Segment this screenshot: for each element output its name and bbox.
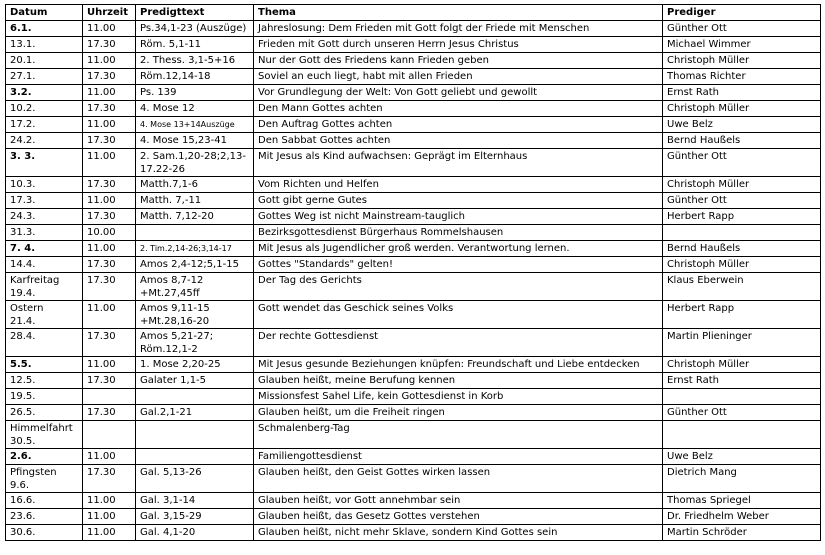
cell-datum: 7. 4. bbox=[6, 241, 83, 257]
cell-prediger bbox=[663, 225, 821, 241]
table-row bbox=[6, 241, 821, 257]
cell-datum: 17.2. bbox=[6, 117, 83, 133]
table-row bbox=[6, 525, 821, 541]
table-row bbox=[6, 357, 821, 373]
cell-uhrzeit: 11.00 bbox=[83, 509, 136, 525]
cell-prediger: Christoph Müller bbox=[663, 177, 821, 193]
cell-predigttext: Amos 2,4-12;5,1-15 bbox=[136, 257, 254, 273]
cell-predigttext bbox=[136, 389, 254, 405]
cell-uhrzeit: 11.00 bbox=[83, 301, 136, 329]
cell-datum: Ostern 21.4. bbox=[6, 301, 83, 329]
cell-datum: 26.5. bbox=[6, 405, 83, 421]
cell-predigttext: Amos 8,7-12 +Mt.27,45ff bbox=[136, 273, 254, 301]
table-row bbox=[6, 405, 821, 421]
cell-prediger: Günther Ott bbox=[663, 21, 821, 37]
cell-prediger: Herbert Rapp bbox=[663, 209, 821, 225]
sermon-schedule-table bbox=[5, 4, 821, 541]
cell-prediger: Martin Plieninger bbox=[663, 329, 821, 357]
cell-predigttext: 2. Thess. 3,1-5+16 bbox=[136, 53, 254, 69]
cell-prediger: Günther Ott bbox=[663, 405, 821, 421]
cell-predigttext: Gal. 5,13-26 bbox=[136, 465, 254, 493]
table-header-row bbox=[6, 5, 821, 21]
cell-predigttext: Ps. 139 bbox=[136, 85, 254, 101]
cell-prediger: Günther Ott bbox=[663, 193, 821, 209]
cell-thema: Gottes "Standards" gelten! bbox=[254, 257, 663, 273]
cell-predigttext: 2. Tim.2,14-26;3,14-17 bbox=[136, 241, 254, 257]
cell-thema: Frieden mit Gott durch unseren Herrn Jesus Christus bbox=[254, 37, 663, 53]
cell-prediger: Christoph Müller bbox=[663, 101, 821, 117]
cell-prediger: Dr. Friedhelm Weber bbox=[663, 509, 821, 525]
cell-prediger bbox=[663, 421, 821, 449]
cell-uhrzeit: 17.30 bbox=[83, 133, 136, 149]
cell-predigttext: Ps.34,1-23 (Auszüge) bbox=[136, 21, 254, 37]
cell-prediger: Michael Wimmer bbox=[663, 37, 821, 53]
cell-prediger: Bernd Haußels bbox=[663, 241, 821, 257]
cell-uhrzeit: 17.30 bbox=[83, 373, 136, 389]
cell-datum: 23.6. bbox=[6, 509, 83, 525]
cell-prediger: Günther Ott bbox=[663, 149, 821, 177]
cell-thema: Missionsfest Sahel Life, kein Gottesdienst in Korb bbox=[254, 389, 663, 405]
cell-predigttext: 1. Mose 2,20-25 bbox=[136, 357, 254, 373]
cell-uhrzeit: 17.30 bbox=[83, 209, 136, 225]
cell-thema: Schmalenberg-Tag bbox=[254, 421, 663, 449]
cell-datum: 13.1. bbox=[6, 37, 83, 53]
cell-thema: Vom Richten und Helfen bbox=[254, 177, 663, 193]
cell-thema: Den Auftrag Gottes achten bbox=[254, 117, 663, 133]
column-header-predigttext: Predigttext bbox=[136, 5, 254, 21]
cell-uhrzeit: 11.00 bbox=[83, 357, 136, 373]
cell-datum: 31.3. bbox=[6, 225, 83, 241]
cell-thema: Mit Jesus als Jugendlicher groß werden. Verantwortung lernen. bbox=[254, 241, 663, 257]
cell-thema: Glauben heißt, das Gesetz Gottes verstehen bbox=[254, 509, 663, 525]
cell-thema: Glauben heißt, nicht mehr Sklave, sondern Kind Gottes sein bbox=[254, 525, 663, 541]
cell-predigttext: Gal.2,1-21 bbox=[136, 405, 254, 421]
cell-uhrzeit: 11.00 bbox=[83, 493, 136, 509]
cell-predigttext: Matth. 7,-11 bbox=[136, 193, 254, 209]
cell-predigttext: 4. Mose 13+14Auszüge bbox=[136, 117, 254, 133]
cell-predigttext: 4. Mose 15,23-41 bbox=[136, 133, 254, 149]
column-header-datum: Datum bbox=[6, 5, 83, 21]
table-row bbox=[6, 117, 821, 133]
cell-prediger: Thomas Spriegel bbox=[663, 493, 821, 509]
cell-datum: 10.2. bbox=[6, 101, 83, 117]
cell-uhrzeit: 17.30 bbox=[83, 329, 136, 357]
cell-uhrzeit: 11.00 bbox=[83, 117, 136, 133]
cell-thema: Gottes Weg ist nicht Mainstream-tauglich bbox=[254, 209, 663, 225]
cell-datum: 20.1. bbox=[6, 53, 83, 69]
cell-datum: 5.5. bbox=[6, 357, 83, 373]
table-row bbox=[6, 209, 821, 225]
table-row bbox=[6, 257, 821, 273]
cell-datum: 16.6. bbox=[6, 493, 83, 509]
cell-uhrzeit: 11.00 bbox=[83, 53, 136, 69]
cell-thema: Soviel an euch liegt, habt mit allen Frieden bbox=[254, 69, 663, 85]
cell-predigttext: Amos 9,11-15 +Mt.28,16-20 bbox=[136, 301, 254, 329]
cell-datum: Karfreitag 19.4. bbox=[6, 273, 83, 301]
table-row bbox=[6, 225, 821, 241]
table-row bbox=[6, 301, 821, 329]
cell-uhrzeit: 17.30 bbox=[83, 101, 136, 117]
cell-thema: Vor Grundlegung der Welt: Von Gott geliebt und gewollt bbox=[254, 85, 663, 101]
cell-thema: Glauben heißt, den Geist Gottes wirken lassen bbox=[254, 465, 663, 493]
cell-prediger: Martin Schröder bbox=[663, 525, 821, 541]
cell-uhrzeit: 17.30 bbox=[83, 273, 136, 301]
table-row bbox=[6, 273, 821, 301]
cell-thema: Jahreslosung: Dem Frieden mit Gott folgt der Friede mit Menschen bbox=[254, 21, 663, 37]
cell-thema: Nur der Gott des Friedens kann Frieden geben bbox=[254, 53, 663, 69]
cell-thema: Den Mann Gottes achten bbox=[254, 101, 663, 117]
table-row bbox=[6, 193, 821, 209]
cell-uhrzeit: 17.30 bbox=[83, 177, 136, 193]
cell-uhrzeit: 17.30 bbox=[83, 465, 136, 493]
cell-prediger bbox=[663, 389, 821, 405]
cell-uhrzeit: 11.00 bbox=[83, 85, 136, 101]
cell-predigttext: Matth. 7,12-20 bbox=[136, 209, 254, 225]
cell-uhrzeit bbox=[83, 389, 136, 405]
cell-uhrzeit: 11.00 bbox=[83, 149, 136, 177]
column-header-prediger: Prediger bbox=[663, 5, 821, 21]
cell-thema: Gott gibt gerne Gutes bbox=[254, 193, 663, 209]
cell-thema: Der Tag des Gerichts bbox=[254, 273, 663, 301]
cell-predigttext: 2. Sam.1,20-28;2,13- 17.22-26 bbox=[136, 149, 254, 177]
table-row bbox=[6, 133, 821, 149]
cell-uhrzeit: 10.00 bbox=[83, 225, 136, 241]
cell-prediger: Christoph Müller bbox=[663, 53, 821, 69]
cell-prediger: Thomas Richter bbox=[663, 69, 821, 85]
cell-prediger: Herbert Rapp bbox=[663, 301, 821, 329]
table-row bbox=[6, 329, 821, 357]
table-row bbox=[6, 21, 821, 37]
cell-uhrzeit: 17.30 bbox=[83, 37, 136, 53]
cell-predigttext: Röm.12,14-18 bbox=[136, 69, 254, 85]
cell-prediger: Uwe Belz bbox=[663, 449, 821, 465]
table-row bbox=[6, 53, 821, 69]
cell-predigttext: Gal. 3,15-29 bbox=[136, 509, 254, 525]
cell-predigttext: Röm. 5,1-11 bbox=[136, 37, 254, 53]
cell-datum: 6.1. bbox=[6, 21, 83, 37]
cell-uhrzeit bbox=[83, 421, 136, 449]
column-header-thema: Thema bbox=[254, 5, 663, 21]
cell-prediger: Uwe Belz bbox=[663, 117, 821, 133]
table-row bbox=[6, 449, 821, 465]
cell-datum: 12.5. bbox=[6, 373, 83, 389]
table-row bbox=[6, 465, 821, 493]
cell-uhrzeit: 11.00 bbox=[83, 21, 136, 37]
cell-datum: 14.4. bbox=[6, 257, 83, 273]
table-body bbox=[6, 21, 821, 541]
cell-uhrzeit: 17.30 bbox=[83, 257, 136, 273]
cell-datum: 24.3. bbox=[6, 209, 83, 225]
cell-datum: Himmelfahrt 30.5. bbox=[6, 421, 83, 449]
cell-thema: Gott wendet das Geschick seines Volks bbox=[254, 301, 663, 329]
cell-uhrzeit: 11.00 bbox=[83, 241, 136, 257]
cell-predigttext bbox=[136, 449, 254, 465]
table-row bbox=[6, 101, 821, 117]
cell-prediger: Bernd Haußels bbox=[663, 133, 821, 149]
table-row bbox=[6, 421, 821, 449]
cell-thema: Den Sabbat Gottes achten bbox=[254, 133, 663, 149]
cell-datum: 30.6. bbox=[6, 525, 83, 541]
table-row bbox=[6, 85, 821, 101]
cell-datum: 10.3. bbox=[6, 177, 83, 193]
cell-uhrzeit: 11.00 bbox=[83, 449, 136, 465]
cell-thema: Der rechte Gottesdienst bbox=[254, 329, 663, 357]
table-row bbox=[6, 509, 821, 525]
cell-predigttext: Galater 1,1-5 bbox=[136, 373, 254, 389]
cell-thema: Glauben heißt, vor Gott annehmbar sein bbox=[254, 493, 663, 509]
cell-thema: Familiengottesdienst bbox=[254, 449, 663, 465]
cell-thema: Glauben heißt, um die Freiheit ringen bbox=[254, 405, 663, 421]
cell-thema: Mit Jesus gesunde Beziehungen knüpfen: Freundschaft und Liebe entdecken bbox=[254, 357, 663, 373]
cell-uhrzeit: 11.00 bbox=[83, 193, 136, 209]
cell-prediger: Ernst Rath bbox=[663, 85, 821, 101]
cell-prediger: Dietrich Mang bbox=[663, 465, 821, 493]
cell-thema: Mit Jesus als Kind aufwachsen: Geprägt im Elternhaus bbox=[254, 149, 663, 177]
cell-thema: Glauben heißt, meine Berufung kennen bbox=[254, 373, 663, 389]
cell-datum: 28.4. bbox=[6, 329, 83, 357]
cell-predigttext: Gal. 4,1-20 bbox=[136, 525, 254, 541]
cell-datum: 17.3. bbox=[6, 193, 83, 209]
cell-datum: 19.5. bbox=[6, 389, 83, 405]
cell-prediger: Klaus Eberwein bbox=[663, 273, 821, 301]
table-row bbox=[6, 493, 821, 509]
table-row bbox=[6, 373, 821, 389]
cell-prediger: Ernst Rath bbox=[663, 373, 821, 389]
column-header-uhrzeit: Uhrzeit bbox=[83, 5, 136, 21]
cell-datum: 27.1. bbox=[6, 69, 83, 85]
cell-predigttext: Gal. 3,1-14 bbox=[136, 493, 254, 509]
cell-datum: 24.2. bbox=[6, 133, 83, 149]
table-row bbox=[6, 149, 821, 177]
cell-datum: 3.2. bbox=[6, 85, 83, 101]
cell-predigttext: 4. Mose 12 bbox=[136, 101, 254, 117]
table-row bbox=[6, 69, 821, 85]
cell-prediger: Christoph Müller bbox=[663, 357, 821, 373]
table-row bbox=[6, 389, 821, 405]
table-row bbox=[6, 37, 821, 53]
cell-uhrzeit: 17.30 bbox=[83, 69, 136, 85]
cell-thema: Bezirksgottesdienst Bürgerhaus Rommelshausen bbox=[254, 225, 663, 241]
cell-predigttext bbox=[136, 225, 254, 241]
cell-predigttext bbox=[136, 421, 254, 449]
cell-uhrzeit: 11.00 bbox=[83, 525, 136, 541]
cell-datum: 3. 3. bbox=[6, 149, 83, 177]
cell-datum: 2.6. bbox=[6, 449, 83, 465]
cell-predigttext: Matth.7,1-6 bbox=[136, 177, 254, 193]
cell-predigttext: Amos 5,21-27; Röm.12,1-2 bbox=[136, 329, 254, 357]
table-row bbox=[6, 177, 821, 193]
cell-prediger: Christoph Müller bbox=[663, 257, 821, 273]
cell-datum: Pfingsten 9.6. bbox=[6, 465, 83, 493]
cell-uhrzeit: 17.30 bbox=[83, 405, 136, 421]
